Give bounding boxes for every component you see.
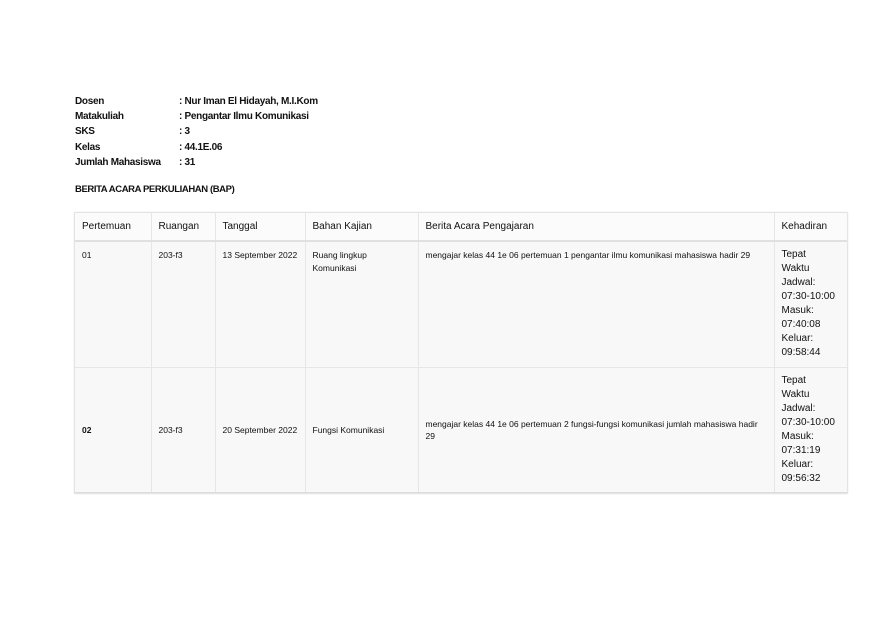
header-pertemuan: Pertemuan [75,213,151,241]
cell-bahan-kajian: Ruang lingkup Komunikasi [305,241,418,368]
cell-berita-acara: mengajar kelas 44 1e 06 pertemuan 2 fungsi-fungsi komunikasi jumlah mahasiswa hadir 29 [418,368,774,493]
info-value: : Pengantar Ilmu Komunikasi [179,111,309,123]
info-label: Dosen [75,96,105,107]
header-tanggal: Tanggal [215,213,305,241]
info-row-dosen [75,94,318,109]
kehadiran-line: Waktu [781,389,810,400]
cell-ruangan: 203-f3 [151,368,215,493]
info-value: : 44.1E.06 [179,141,223,153]
document-title: BERITA ACARA PERKULIAHAN (BAP) [75,184,235,195]
info-label: Jumlah Mahasiswa [75,156,161,168]
info-row-matakuliah [75,109,318,124]
cell-pertemuan: 02 [75,368,151,493]
header-ruangan: Ruangan [151,213,215,241]
cell-kehadiran [774,241,847,368]
info-label: Matakuliah [75,111,124,123]
kehadiran-line: Keluar: [781,333,814,344]
table-row [75,241,847,368]
info-row-sks [75,124,318,139]
cell-tanggal: 20 September 2022 [215,368,305,493]
course-info [75,94,318,170]
info-row-jumlah-mahasiswa [75,155,318,170]
cell-bahan-kajian: Fungsi Komunikasi [305,368,418,493]
bap-table-container [75,213,847,493]
table-row [75,368,847,493]
kehadiran-line: Tepat [781,375,806,386]
bap-table [75,213,847,493]
table-header-row [75,213,847,241]
info-label: SKS [75,126,95,138]
header-bahan-kajian: Bahan Kajian [305,213,418,241]
kehadiran-line: Tepat [781,249,806,260]
kehadiran-line: 07:30-10:00 [781,417,835,428]
kehadiran-line: Keluar: [781,459,814,470]
cell-kehadiran [774,368,847,493]
cell-tanggal: 13 September 2022 [215,241,305,368]
kehadiran-line: Jadwal: [781,277,816,288]
kehadiran-line: 09:58:44 [781,347,821,358]
kehadiran-line: Waktu [781,263,810,274]
info-label: Kelas [75,141,101,153]
kehadiran-line: 09:56:32 [781,473,821,484]
kehadiran-line: Masuk: [781,305,814,316]
kehadiran-line: 07:30-10:00 [781,291,835,302]
info-row-kelas [75,140,318,155]
kehadiran-line: 07:31:19 [781,445,821,456]
kehadiran-line: 07:40:08 [781,319,821,330]
kehadiran-line: Jadwal: [781,403,816,414]
cell-ruangan: 203-f3 [151,241,215,368]
header-kehadiran: Kehadiran [774,213,847,241]
info-value: : 3 [179,126,190,138]
cell-berita-acara: mengajar kelas 44 1e 06 pertemuan 1 pengantar ilmu komunikasi mahasiswa hadir 29 [418,241,774,368]
info-value: : Nur Iman El Hidayah, M.I.Kom [179,96,318,107]
info-value: : 31 [179,156,196,168]
kehadiran-line: Masuk: [781,431,814,442]
cell-pertemuan: 01 [75,241,151,368]
header-berita-acara: Berita Acara Pengajaran [418,213,774,241]
